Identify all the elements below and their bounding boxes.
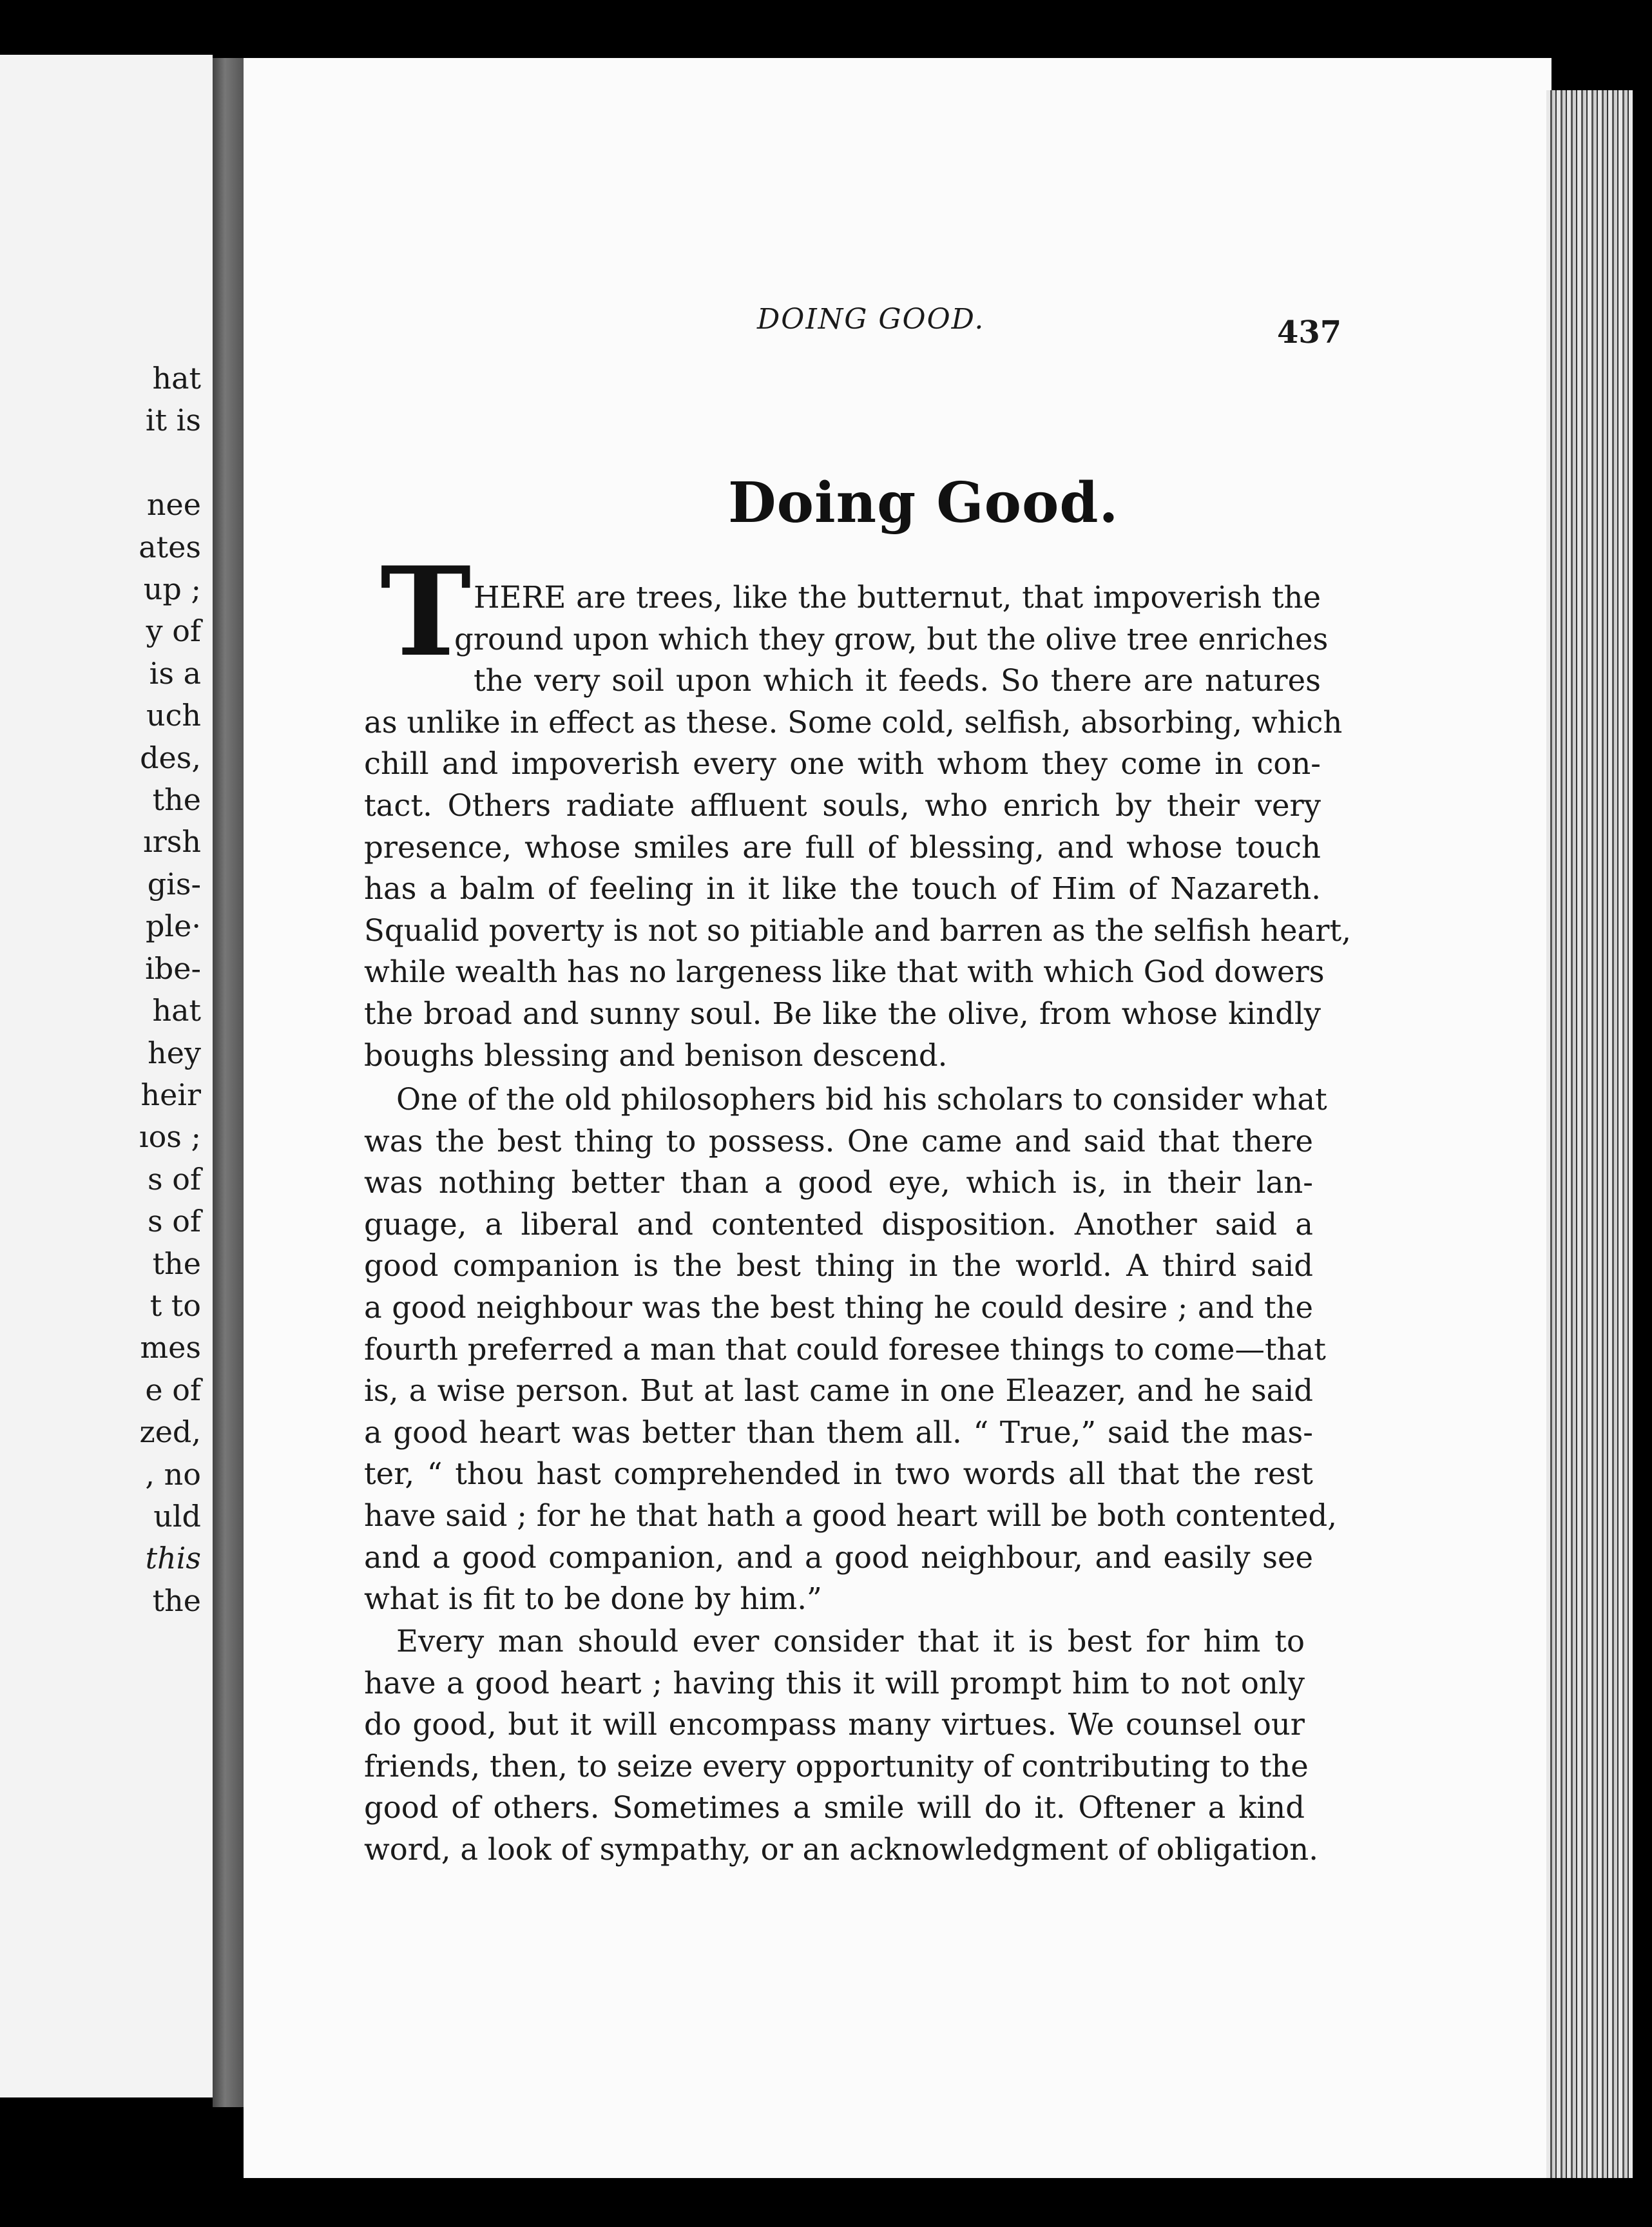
facing-page-line: up ; bbox=[143, 572, 201, 607]
facing-left-page bbox=[0, 55, 213, 2097]
facing-page-line: t to bbox=[149, 1287, 201, 1323]
text-line: Squalid poverty is not so pitiable and barren as the selfish heart, bbox=[364, 912, 1351, 948]
text-line: as unlike in effect as these. Some cold, selfish, absorbing, which bbox=[364, 704, 1343, 740]
text-line: ground upon which they grow, but the olive tree enriches bbox=[454, 621, 1329, 657]
text-line: good of others. Sometimes a smile will do it. Oftener a kind bbox=[364, 1790, 1305, 1826]
facing-page-line: y of bbox=[146, 613, 201, 649]
paragraph-2 bbox=[364, 1079, 1338, 1620]
text-line: fourth preferred a man that could foresee things to come—that bbox=[364, 1331, 1326, 1367]
text-line: One of the old philosophers bid his scholars to consider what bbox=[396, 1082, 1327, 1117]
facing-page-line: hey bbox=[148, 1035, 201, 1070]
facing-page-line: ırsh bbox=[143, 824, 201, 860]
facing-page-line bbox=[139, 442, 201, 484]
text-line: a good neighbour was the best thing he could desire ; and the bbox=[364, 1289, 1313, 1325]
facing-page-line: e of bbox=[145, 1372, 201, 1407]
facing-page-line: this bbox=[145, 1541, 201, 1576]
text-line: what is fit to be done by him.” bbox=[364, 1581, 822, 1617]
facing-page-line: is a bbox=[149, 655, 201, 691]
text-line: a good heart was better than them all. “ True,” said the mas- bbox=[364, 1414, 1313, 1450]
facing-page-line: des, bbox=[140, 740, 201, 775]
facing-page-line: mes bbox=[140, 1330, 201, 1365]
text-line: chill and impoverish every one with whom they come in con- bbox=[364, 746, 1321, 782]
book-gutter bbox=[213, 58, 244, 2107]
facing-page-line: gis- bbox=[147, 866, 201, 901]
text-line: do good, but it will encompass many virtues. We counsel our bbox=[364, 1707, 1305, 1742]
page-edges bbox=[1546, 90, 1633, 2178]
text-line: presence, whose smiles are full of blessing, and whose touch bbox=[364, 829, 1321, 865]
text-line: friends, then, to seize every opportunity of contributing to the bbox=[364, 1748, 1309, 1784]
text-line: the very soil upon which it feeds. So there are natures bbox=[474, 663, 1321, 699]
facing-page-line: the bbox=[152, 782, 201, 818]
facing-page-line: s of bbox=[148, 1161, 201, 1197]
text-line: has a balm of feeling in it like the touch of Him of Nazareth. bbox=[364, 871, 1321, 907]
facing-page-line: zed, bbox=[139, 1414, 201, 1450]
text-line: ter, “ thou hast comprehended in two words all that the rest bbox=[364, 1456, 1313, 1492]
text-line: the broad and sunny soul. Be like the olive, from whose kindly bbox=[364, 996, 1321, 1031]
facing-page-line: hat bbox=[152, 993, 201, 1028]
text-line: have a good heart ; having this it will prompt him to not only bbox=[364, 1665, 1305, 1701]
facing-page-line: the bbox=[152, 1246, 201, 1281]
facing-page-line: it is bbox=[145, 403, 201, 438]
text-line: HERE are trees, like the butternut, that impoverish the bbox=[474, 580, 1321, 615]
text-line: was nothing better than a good eye, which is, in their lan- bbox=[364, 1165, 1313, 1200]
facing-page-line: ple· bbox=[145, 909, 201, 944]
facing-page-line: , no bbox=[145, 1456, 201, 1492]
paragraph-1 bbox=[364, 577, 1351, 1076]
text-line: while wealth has no largeness like that with which God dowers bbox=[364, 954, 1325, 990]
facing-page-line: uch bbox=[146, 698, 201, 733]
facing-page-line: ibe- bbox=[145, 950, 201, 986]
paragraph-3 bbox=[364, 1621, 1319, 1871]
text-line: was the best thing to possess. One came and said that there bbox=[364, 1123, 1313, 1159]
text-line: have said ; for he that hath a good heart will be both contented, bbox=[364, 1498, 1338, 1533]
drop-cap: T bbox=[380, 540, 472, 684]
text-line: Every man should ever consider that it is best for him to bbox=[396, 1624, 1305, 1659]
facing-page-line: hat bbox=[152, 361, 201, 396]
text-line: and a good companion, and a good neighbour, and easily see bbox=[364, 1539, 1313, 1575]
facing-page-text-fragments bbox=[139, 358, 201, 1622]
text-line: good companion is the best thing in the world. A third said bbox=[364, 1248, 1313, 1284]
facing-page-line: the bbox=[152, 1583, 201, 1618]
text-line: word, a look of sympathy, or an acknowledgment of obligation. bbox=[364, 1831, 1319, 1867]
article-title: Doing Good. bbox=[728, 470, 1119, 535]
text-line: is, a wise person. But at last came in one Eleazer, and he said bbox=[364, 1373, 1313, 1409]
facing-page-line: s of bbox=[148, 1204, 201, 1239]
page-number: 437 bbox=[1277, 314, 1342, 351]
facing-page-line: ates bbox=[139, 529, 201, 564]
facing-page-line: uld bbox=[153, 1498, 201, 1534]
text-line: guage, a liberal and contented disposition. Another said a bbox=[364, 1206, 1313, 1242]
text-line: boughs blessing and benison descend. bbox=[364, 1037, 948, 1073]
text-line: tact. Others radiate affluent souls, who enrich by their very bbox=[364, 787, 1321, 823]
facing-page-line: nee bbox=[146, 487, 201, 523]
facing-page-line: ıos ; bbox=[139, 1119, 201, 1155]
facing-page-line: heir bbox=[140, 1077, 201, 1112]
running-head: DOING GOOD. bbox=[757, 303, 985, 336]
